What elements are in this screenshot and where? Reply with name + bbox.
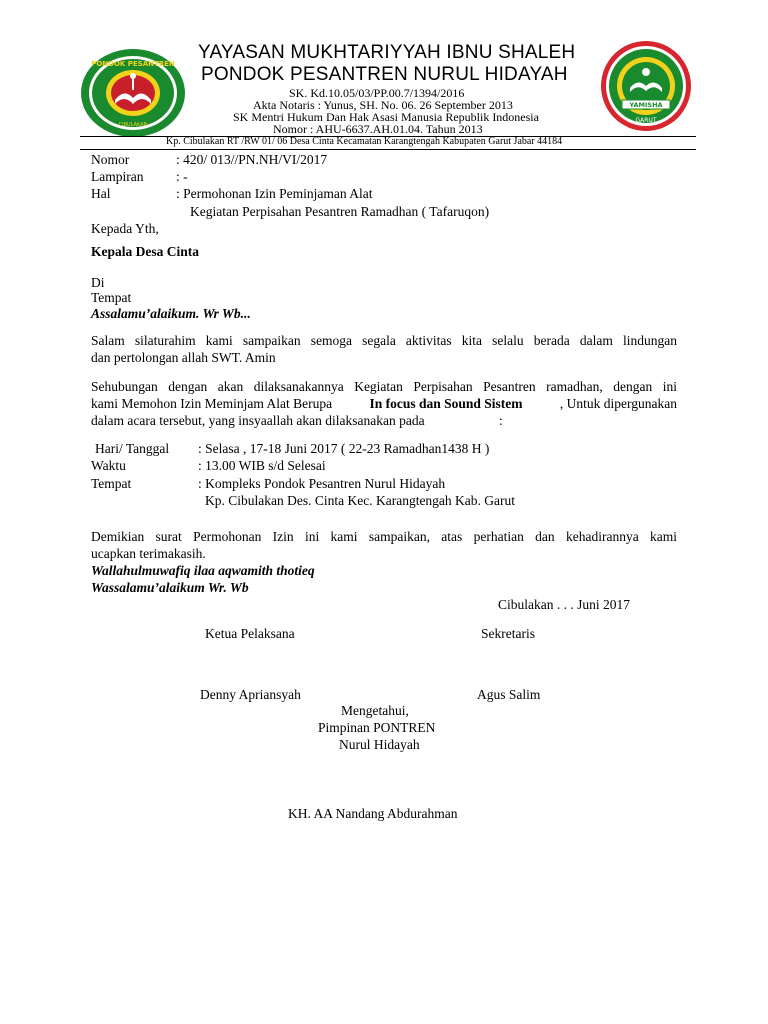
pimpinan-name: KH. AA Nandang Abdurahman xyxy=(288,806,458,821)
ketua-name: Denny Apriansyah xyxy=(200,687,301,702)
org-name-line2: PONDOK PESANTREN NURUL HIDAYAH xyxy=(201,64,568,85)
hal-value-line2: Kegiatan Perpisahan Pesantren Ramadhan ( Tafaruqon) xyxy=(190,204,490,219)
closing-line1: Demikian surat Permohonan Izin ini kami sampaikan, atas perhatian dan kehadirannya kami xyxy=(91,529,677,544)
kepada-yth: Kepada Yth, xyxy=(91,221,159,236)
address-line: Kp. Cibulakan RT /RW 01/ 06 Desa Cinta Kecamatan Karangtengah Kabupaten Garut Jabar 44184 xyxy=(166,136,563,147)
hari-label: Hari/ Tanggal xyxy=(95,441,170,456)
body-p2-line2-a: kami Memohon Izin Meminjam Alat Berupa xyxy=(91,396,333,411)
letterhead-divider-bottom xyxy=(80,149,696,150)
pimpinan-line2: Nurul Hidayah xyxy=(339,737,420,752)
closing-line2: ucapkan terimakasih. xyxy=(91,546,206,561)
waktu-value: : 13.00 WIB s/d Selesai xyxy=(198,458,326,473)
nomor-label: Nomor xyxy=(91,152,130,167)
tempat-value-line1: : Kompleks Pondok Pesantren Nurul Hidayah xyxy=(198,476,446,491)
recipient-name: Kepala Desa Cinta xyxy=(91,244,199,259)
lampiran-label: Lampiran xyxy=(91,169,144,184)
hal-value-line1: : Permohonan Izin Peminjaman Alat xyxy=(176,186,373,201)
pimpinan-line1: Pimpinan PONTREN xyxy=(318,720,436,735)
right-logo-bottom-text: GARUT xyxy=(635,117,657,124)
body-p2-line2-b: , Untuk dipergunakan xyxy=(559,396,677,411)
ketua-title: Ketua Pelaksana xyxy=(205,626,295,641)
body-p2-line1: Sehubungan dengan akan dilaksanakannya Kegiatan Perpisahan Pesantren ramadhan, dengan ini xyxy=(91,379,677,394)
tempat-value-line2: Kp. Cibulakan Des. Cinta Kec. Karangtengah Kab. Garut xyxy=(205,493,516,508)
ahu-number: Nomor : AHU-6637.AH.01.04. Tahun 2013 xyxy=(273,122,483,136)
wassalamu-line: Wassalamu’alaikum Wr. Wb xyxy=(91,580,249,595)
body-p1-line1: Salam silaturahim kami sampaikan semoga segala aktivitas kita selalu berada dalam lindungan xyxy=(91,333,677,348)
body-p2-line3-colon: : xyxy=(499,413,503,428)
mengetahui: Mengetahui, xyxy=(341,703,409,718)
yamisha-logo-icon xyxy=(600,38,692,134)
org-name-line1: YAYASAN MUKHTARIYYAH IBNU SHALEH xyxy=(198,42,576,63)
right-logo-ribbon-text: YAMISHA xyxy=(629,101,663,109)
pesantren-logo-icon xyxy=(80,48,186,138)
nomor-value: : 420/ 013//PN.NH/VI/2017 xyxy=(176,152,328,167)
place-date: Cibulakan . . . Juni 2017 xyxy=(498,597,630,612)
recipient-tempat: Tempat xyxy=(91,290,132,305)
sk-number: SK. Kd.10.05/03/PP.00.7/1394/2016 xyxy=(289,86,465,100)
left-logo-bottom-text: CIBULAKAN xyxy=(118,122,148,128)
recipient-di: Di xyxy=(91,275,105,290)
body-p2-line3: dalam acara tersebut, yang insyaallah akan dilaksanakan pada xyxy=(91,413,425,428)
sekretaris-name: Agus Salim xyxy=(477,687,541,702)
hari-value: : Selasa , 17-18 Juni 2017 ( 22-23 Ramadhan1438 H ) xyxy=(198,441,490,456)
sekretaris-title: Sekretaris xyxy=(481,626,535,641)
waktu-label: Waktu xyxy=(91,458,126,473)
equipment-highlight: In focus dan Sound Sistem xyxy=(369,396,523,411)
body-p1-line2: dan pertolongan allah SWT. Amin xyxy=(91,350,276,365)
body-p2-line2 xyxy=(91,396,677,412)
left-logo-arc-text: PONDOK PESANTREN xyxy=(91,60,175,68)
hal-label: Hal xyxy=(91,186,111,201)
lampiran-value: : - xyxy=(176,169,188,184)
ministry-decree: SK Mentri Hukum Dan Hak Asasi Manusia Republik Indonesia xyxy=(233,110,539,124)
wallahu-line: Wallahulmuwafiq ilaa aqwamith thotieq xyxy=(91,563,315,578)
salutation: Assalamu’alaikum. Wr Wb... xyxy=(91,306,251,321)
tempat-label: Tempat xyxy=(91,476,132,491)
notary-deed: Akta Notaris : Yunus, SH. No. 06. 26 September 2013 xyxy=(253,98,513,112)
